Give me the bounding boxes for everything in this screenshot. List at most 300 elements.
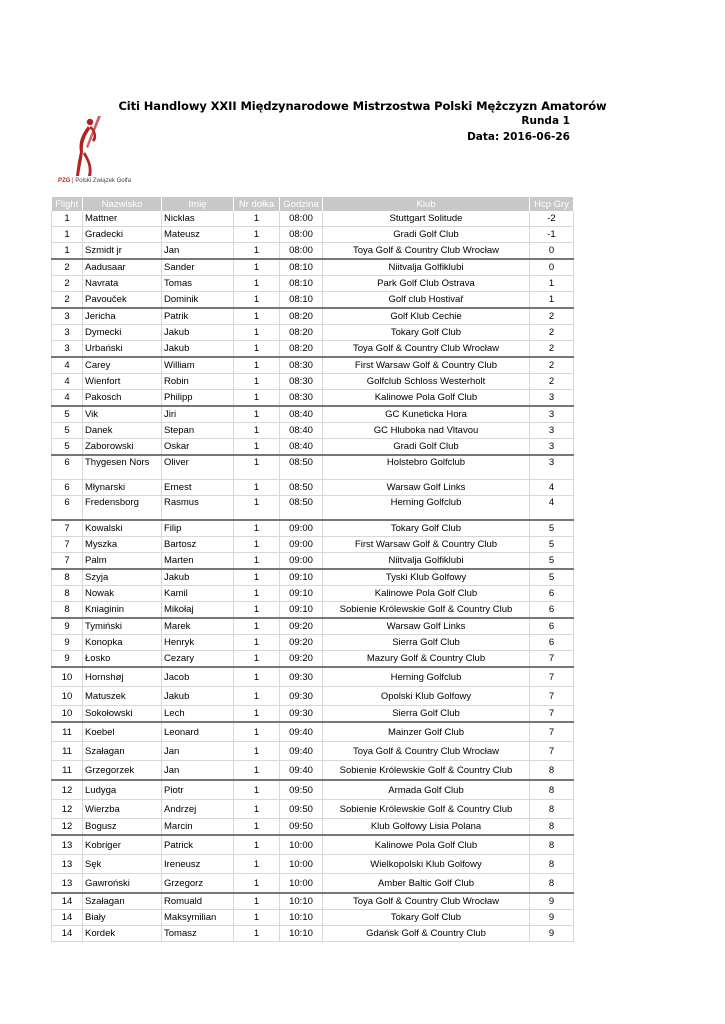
table-cell: Bartosz bbox=[162, 537, 234, 553]
logo-caption: PZG | Polski Związek Golfa bbox=[58, 178, 131, 184]
table-cell: Grzegorz bbox=[162, 874, 234, 894]
table-cell: 08:40 bbox=[280, 423, 323, 439]
table-cell: 1 bbox=[234, 687, 280, 706]
table-header-row bbox=[52, 197, 574, 211]
table-row bbox=[52, 586, 574, 602]
table-cell: 7 bbox=[530, 722, 574, 742]
table-cell: Kalinowe Pola Golf Club bbox=[323, 586, 530, 602]
table-cell: 12 bbox=[52, 819, 83, 836]
table-cell: 9 bbox=[52, 651, 83, 668]
table-cell: 3 bbox=[530, 455, 574, 480]
table-cell: 1 bbox=[234, 227, 280, 243]
table-cell: Mainzer Golf Club bbox=[323, 722, 530, 742]
column-header: Hcp Gry bbox=[530, 197, 574, 211]
table-cell: 4 bbox=[530, 480, 574, 496]
table-cell: Gradi Golf Club bbox=[323, 227, 530, 243]
table-cell: 9 bbox=[530, 910, 574, 926]
table-cell: 2 bbox=[530, 374, 574, 390]
table-cell: Gawroński bbox=[83, 874, 162, 894]
table-cell: Myszka bbox=[83, 537, 162, 553]
table-cell: 3 bbox=[530, 439, 574, 456]
table-cell: 6 bbox=[530, 586, 574, 602]
table-cell: Piotr bbox=[162, 780, 234, 800]
table-cell: 1 bbox=[234, 423, 280, 439]
table-cell: 3 bbox=[52, 325, 83, 341]
table-row bbox=[52, 761, 574, 781]
table-cell: 8 bbox=[530, 855, 574, 874]
table-cell: Grzegorzek bbox=[83, 761, 162, 781]
table-cell: 1 bbox=[234, 496, 280, 521]
table-cell: Jiri bbox=[162, 406, 234, 423]
table-cell: 1 bbox=[234, 893, 280, 910]
table-cell: Matuszek bbox=[83, 687, 162, 706]
table-cell: Navrata bbox=[83, 276, 162, 292]
table-cell: 8 bbox=[530, 835, 574, 855]
table-cell: Toya Golf & Country Club Wrocław bbox=[323, 243, 530, 260]
column-header: Flight bbox=[52, 197, 83, 211]
table-cell: Jakub bbox=[162, 341, 234, 358]
table-cell: Tomas bbox=[162, 276, 234, 292]
table-cell: 08:50 bbox=[280, 480, 323, 496]
table-cell: 10 bbox=[52, 687, 83, 706]
table-cell: Hornshøj bbox=[83, 667, 162, 687]
table-row bbox=[52, 325, 574, 341]
table-row bbox=[52, 292, 574, 309]
table-cell: 09:00 bbox=[280, 537, 323, 553]
table-cell: Klub Golfowy Lisia Polana bbox=[323, 819, 530, 836]
table-cell: Herning Golfclub bbox=[323, 496, 530, 521]
table-cell: GC Hluboka nad Vltavou bbox=[323, 423, 530, 439]
table-cell: 10:00 bbox=[280, 855, 323, 874]
table-cell: 13 bbox=[52, 874, 83, 894]
table-cell: Maksymilian bbox=[162, 910, 234, 926]
table-cell: 1 bbox=[234, 520, 280, 537]
table-cell: Ernest bbox=[162, 480, 234, 496]
table-cell: 14 bbox=[52, 926, 83, 942]
table-cell: Leonard bbox=[162, 722, 234, 742]
table-row bbox=[52, 569, 574, 586]
table-row bbox=[52, 520, 574, 537]
table-cell: Stuttgart Solitude bbox=[323, 211, 530, 227]
table-cell: 9 bbox=[52, 618, 83, 635]
table-cell: 1 bbox=[234, 390, 280, 407]
table-cell: Sobienie Królewskie Golf & Country Club bbox=[323, 761, 530, 781]
table-row bbox=[52, 706, 574, 723]
table-cell: William bbox=[162, 357, 234, 374]
table-cell: 12 bbox=[52, 780, 83, 800]
table-cell: Sander bbox=[162, 259, 234, 276]
table-row bbox=[52, 926, 574, 942]
table-cell: Kamil bbox=[162, 586, 234, 602]
table-cell: 08:40 bbox=[280, 439, 323, 456]
table-cell: 1 bbox=[234, 586, 280, 602]
table-cell: Palm bbox=[83, 553, 162, 570]
table-cell: 1 bbox=[234, 780, 280, 800]
table-cell: Tymiński bbox=[83, 618, 162, 635]
table-cell: Golf Klub Cechie bbox=[323, 308, 530, 325]
table-cell: 1 bbox=[234, 722, 280, 742]
table-cell: 7 bbox=[52, 537, 83, 553]
table-cell: 5 bbox=[530, 520, 574, 537]
table-cell: Tyski Klub Golfowy bbox=[323, 569, 530, 586]
table-row bbox=[52, 635, 574, 651]
table-row bbox=[52, 406, 574, 423]
table-row bbox=[52, 602, 574, 619]
table-cell: Koebel bbox=[83, 722, 162, 742]
table-row bbox=[52, 537, 574, 553]
table-cell: Urbański bbox=[83, 341, 162, 358]
table-cell: 4 bbox=[52, 390, 83, 407]
table-cell: Danek bbox=[83, 423, 162, 439]
table-cell: 2 bbox=[52, 259, 83, 276]
table-row bbox=[52, 243, 574, 260]
table-cell: 1 bbox=[234, 341, 280, 358]
table-cell: Sobienie Królewskie Golf & Country Club bbox=[323, 800, 530, 819]
table-cell: 6 bbox=[530, 602, 574, 619]
table-cell: 1 bbox=[234, 276, 280, 292]
table-cell: Park Golf Club Ostrava bbox=[323, 276, 530, 292]
table-row bbox=[52, 651, 574, 668]
table-cell: 09:30 bbox=[280, 667, 323, 687]
table-cell: 4 bbox=[52, 374, 83, 390]
table-cell: 10:10 bbox=[280, 893, 323, 910]
table-cell: 5 bbox=[52, 423, 83, 439]
table-cell: Vik bbox=[83, 406, 162, 423]
table-cell: 09:30 bbox=[280, 687, 323, 706]
table-cell: 3 bbox=[52, 341, 83, 358]
table-body bbox=[52, 211, 574, 942]
start-list-table bbox=[51, 197, 574, 942]
table-cell: 14 bbox=[52, 910, 83, 926]
table-cell: 1 bbox=[234, 742, 280, 761]
table-cell: 08:10 bbox=[280, 276, 323, 292]
table-cell: 1 bbox=[234, 374, 280, 390]
table-row bbox=[52, 722, 574, 742]
table-row bbox=[52, 308, 574, 325]
table-cell: Sobienie Królewskie Golf & Country Club bbox=[323, 602, 530, 619]
table-cell: 1 bbox=[234, 910, 280, 926]
table-cell: Armada Golf Club bbox=[323, 780, 530, 800]
table-cell: 6 bbox=[530, 635, 574, 651]
table-cell: Tomasz bbox=[162, 926, 234, 942]
table-cell: 1 bbox=[234, 308, 280, 325]
table-cell: 2 bbox=[530, 308, 574, 325]
table-cell: Marten bbox=[162, 553, 234, 570]
table-cell: Amber Baltic Golf Club bbox=[323, 874, 530, 894]
column-header: Nazwisko bbox=[83, 197, 162, 211]
table-cell: Konopka bbox=[83, 635, 162, 651]
table-cell: 1 bbox=[234, 406, 280, 423]
table-row bbox=[52, 835, 574, 855]
table-cell: 08:20 bbox=[280, 325, 323, 341]
table-cell: 7 bbox=[530, 687, 574, 706]
table-cell: Wierzba bbox=[83, 800, 162, 819]
table-cell: 08:20 bbox=[280, 341, 323, 358]
table-cell: Ireneusz bbox=[162, 855, 234, 874]
table-cell: 7 bbox=[530, 706, 574, 723]
table-cell: 08:10 bbox=[280, 259, 323, 276]
table-cell: Marcin bbox=[162, 819, 234, 836]
table-cell: Szałagan bbox=[83, 742, 162, 761]
table-cell: 1 bbox=[234, 537, 280, 553]
table-cell: 1 bbox=[234, 243, 280, 260]
table-cell: 09:40 bbox=[280, 761, 323, 781]
table-cell: Philipp bbox=[162, 390, 234, 407]
table-cell: Fredensborg bbox=[83, 496, 162, 521]
table-cell: 1 bbox=[234, 357, 280, 374]
table-cell: 10:00 bbox=[280, 835, 323, 855]
table-cell: Sierra Golf Club bbox=[323, 635, 530, 651]
table-cell: Jan bbox=[162, 243, 234, 260]
table-cell: 09:40 bbox=[280, 742, 323, 761]
table-cell: 09:00 bbox=[280, 553, 323, 570]
table-cell: 9 bbox=[530, 926, 574, 942]
table-cell: 10:10 bbox=[280, 910, 323, 926]
table-cell: 7 bbox=[52, 520, 83, 537]
table-cell: 9 bbox=[52, 635, 83, 651]
table-cell: 5 bbox=[530, 537, 574, 553]
table-cell: Stepan bbox=[162, 423, 234, 439]
table-cell: Toya Golf & Country Club Wrocław bbox=[323, 742, 530, 761]
table-cell: Kalinowe Pola Golf Club bbox=[323, 835, 530, 855]
table-cell: 5 bbox=[530, 553, 574, 570]
table-cell: 8 bbox=[530, 780, 574, 800]
table-cell: Jan bbox=[162, 761, 234, 781]
table-cell: Szałagan bbox=[83, 893, 162, 910]
table-cell: Kordek bbox=[83, 926, 162, 942]
table-cell: 08:00 bbox=[280, 211, 323, 227]
table-cell: Wielkopolski Klub Golfowy bbox=[323, 855, 530, 874]
table-cell: 1 bbox=[234, 211, 280, 227]
table-cell: 13 bbox=[52, 835, 83, 855]
table-cell: Patrick bbox=[162, 835, 234, 855]
table-cell: Tokary Golf Club bbox=[323, 910, 530, 926]
table-cell: 7 bbox=[530, 651, 574, 668]
table-cell: 2 bbox=[530, 357, 574, 374]
table-cell: Toya Golf & Country Club Wrocław bbox=[323, 341, 530, 358]
table-cell: Kniaginin bbox=[83, 602, 162, 619]
table-cell: 08:20 bbox=[280, 308, 323, 325]
table-row bbox=[52, 618, 574, 635]
table-cell: First Warsaw Golf & Country Club bbox=[323, 357, 530, 374]
table-cell: 09:50 bbox=[280, 819, 323, 836]
table-cell: 1 bbox=[234, 667, 280, 687]
table-cell: 1 bbox=[52, 243, 83, 260]
table-cell: Warsaw Golf Links bbox=[323, 618, 530, 635]
table-cell: 5 bbox=[530, 569, 574, 586]
table-cell: 11 bbox=[52, 761, 83, 781]
table-cell: Sokołowski bbox=[83, 706, 162, 723]
table-cell: 08:30 bbox=[280, 357, 323, 374]
table-cell: 09:20 bbox=[280, 635, 323, 651]
table-cell: 1 bbox=[234, 553, 280, 570]
table-cell: 09:00 bbox=[280, 520, 323, 537]
table-cell: Andrzej bbox=[162, 800, 234, 819]
table-cell: 09:50 bbox=[280, 780, 323, 800]
table-cell: Jacob bbox=[162, 667, 234, 687]
table-cell: 1 bbox=[234, 819, 280, 836]
table-cell: 8 bbox=[530, 800, 574, 819]
table-row bbox=[52, 480, 574, 496]
table-cell: 8 bbox=[52, 586, 83, 602]
table-cell: 09:10 bbox=[280, 602, 323, 619]
table-cell: 10:10 bbox=[280, 926, 323, 942]
table-cell: 2 bbox=[530, 325, 574, 341]
table-row bbox=[52, 893, 574, 910]
table-cell: 5 bbox=[52, 439, 83, 456]
table-cell: Jakub bbox=[162, 325, 234, 341]
table-cell: 1 bbox=[52, 227, 83, 243]
table-cell: 08:40 bbox=[280, 406, 323, 423]
table-cell: Pavouček bbox=[83, 292, 162, 309]
table-cell: Warsaw Golf Links bbox=[323, 480, 530, 496]
table-row bbox=[52, 357, 574, 374]
date-label: Data: 2016-06-26 bbox=[467, 131, 570, 143]
table-cell: 3 bbox=[530, 390, 574, 407]
round-label: Runda 1 bbox=[521, 115, 570, 127]
table-cell: Filip bbox=[162, 520, 234, 537]
table-cell: 3 bbox=[530, 423, 574, 439]
table-cell: Cezary bbox=[162, 651, 234, 668]
table-cell: Romuald bbox=[162, 893, 234, 910]
table-cell: Gradi Golf Club bbox=[323, 439, 530, 456]
table-cell: Pakosch bbox=[83, 390, 162, 407]
table-cell: Thygesen Nors bbox=[83, 455, 162, 480]
table-cell: 6 bbox=[52, 480, 83, 496]
table-cell: 1 bbox=[530, 276, 574, 292]
table-cell: Golf club Hostivař bbox=[323, 292, 530, 309]
table-cell: Bogusz bbox=[83, 819, 162, 836]
table-cell: Sęk bbox=[83, 855, 162, 874]
table-cell: 8 bbox=[52, 569, 83, 586]
table-cell: Marek bbox=[162, 618, 234, 635]
table-cell: 8 bbox=[530, 761, 574, 781]
table-cell: 09:50 bbox=[280, 800, 323, 819]
table-cell: 6 bbox=[52, 455, 83, 480]
table-cell: 6 bbox=[530, 618, 574, 635]
table-cell: 08:30 bbox=[280, 374, 323, 390]
table-cell: Sierra Golf Club bbox=[323, 706, 530, 723]
table-row bbox=[52, 390, 574, 407]
table-cell: 1 bbox=[530, 292, 574, 309]
table-cell: 08:10 bbox=[280, 292, 323, 309]
table-cell: Holstebro Golfclub bbox=[323, 455, 530, 480]
table-cell: Kowalski bbox=[83, 520, 162, 537]
table-cell: 08:50 bbox=[280, 455, 323, 480]
table-cell: Szyja bbox=[83, 569, 162, 586]
table-row bbox=[52, 341, 574, 358]
table-cell: 10 bbox=[52, 706, 83, 723]
table-cell: 1 bbox=[234, 800, 280, 819]
table-cell: 14 bbox=[52, 893, 83, 910]
table-row bbox=[52, 439, 574, 456]
table-cell: 1 bbox=[234, 618, 280, 635]
table-cell: 09:30 bbox=[280, 706, 323, 723]
table-row bbox=[52, 742, 574, 761]
table-cell: 1 bbox=[234, 325, 280, 341]
column-header: Imię bbox=[162, 197, 234, 211]
table-cell: 7 bbox=[52, 553, 83, 570]
table-cell: Mazury Golf & Country Club bbox=[323, 651, 530, 668]
table-row bbox=[52, 687, 574, 706]
table-cell: Lech bbox=[162, 706, 234, 723]
table-cell: Młynarski bbox=[83, 480, 162, 496]
table-cell: Tokary Golf Club bbox=[323, 520, 530, 537]
table-cell: Nicklas bbox=[162, 211, 234, 227]
table-cell: Henryk bbox=[162, 635, 234, 651]
table-cell: 1 bbox=[234, 480, 280, 496]
table-cell: Biały bbox=[83, 910, 162, 926]
table-cell: 1 bbox=[234, 855, 280, 874]
table-cell: 1 bbox=[234, 926, 280, 942]
table-cell: Mattner bbox=[83, 211, 162, 227]
table-cell: 1 bbox=[234, 706, 280, 723]
table-cell: 08:50 bbox=[280, 496, 323, 521]
table-cell: Jakub bbox=[162, 687, 234, 706]
table-cell: Tokary Golf Club bbox=[323, 325, 530, 341]
table-cell: 3 bbox=[530, 406, 574, 423]
table-row bbox=[52, 874, 574, 894]
table-row bbox=[52, 553, 574, 570]
table-cell: 1 bbox=[234, 635, 280, 651]
table-cell: Nowak bbox=[83, 586, 162, 602]
table-cell: 0 bbox=[530, 243, 574, 260]
column-header: Klub bbox=[323, 197, 530, 211]
table-cell: 2 bbox=[530, 341, 574, 358]
table-cell: Jan bbox=[162, 742, 234, 761]
table-cell: Gdańsk Golf & Country Club bbox=[323, 926, 530, 942]
table-cell: Dominik bbox=[162, 292, 234, 309]
table-cell: 13 bbox=[52, 855, 83, 874]
table-cell: 10:00 bbox=[280, 874, 323, 894]
table-cell: 2 bbox=[52, 292, 83, 309]
table-cell: 11 bbox=[52, 742, 83, 761]
table-cell: 5 bbox=[52, 406, 83, 423]
table-cell: 4 bbox=[52, 357, 83, 374]
table-cell: Niitvalja Golfiklubi bbox=[323, 553, 530, 570]
table-cell: Wienfort bbox=[83, 374, 162, 390]
table-cell: Oskar bbox=[162, 439, 234, 456]
table-cell: 2 bbox=[52, 276, 83, 292]
table-cell: 1 bbox=[234, 259, 280, 276]
table-cell: Zaborowski bbox=[83, 439, 162, 456]
table-cell: Niitvalja Golfiklubi bbox=[323, 259, 530, 276]
table-cell: Patrik bbox=[162, 308, 234, 325]
table-row bbox=[52, 800, 574, 819]
table-row bbox=[52, 276, 574, 292]
table-cell: Opolski Klub Golfowy bbox=[323, 687, 530, 706]
table-row bbox=[52, 855, 574, 874]
table-cell: Mikołaj bbox=[162, 602, 234, 619]
table-cell: Dymecki bbox=[83, 325, 162, 341]
table-cell: 1 bbox=[234, 874, 280, 894]
table-row bbox=[52, 259, 574, 276]
table-cell: 8 bbox=[530, 874, 574, 894]
table-cell: Carey bbox=[83, 357, 162, 374]
table-cell: Aadusaar bbox=[83, 259, 162, 276]
table-row bbox=[52, 423, 574, 439]
table-row bbox=[52, 780, 574, 800]
table-cell: 0 bbox=[530, 259, 574, 276]
table-cell: Oliver bbox=[162, 455, 234, 480]
table-cell: 08:00 bbox=[280, 243, 323, 260]
page-title: Citi Handlowy XXII Międzynarodowe Mistrzostwa Polski Mężczyzn Amatorów bbox=[118, 99, 607, 113]
table-cell: 1 bbox=[234, 651, 280, 668]
table-cell: 08:30 bbox=[280, 390, 323, 407]
table-cell: Szmidt jr bbox=[83, 243, 162, 260]
table-cell: 1 bbox=[234, 569, 280, 586]
table-cell: 12 bbox=[52, 800, 83, 819]
